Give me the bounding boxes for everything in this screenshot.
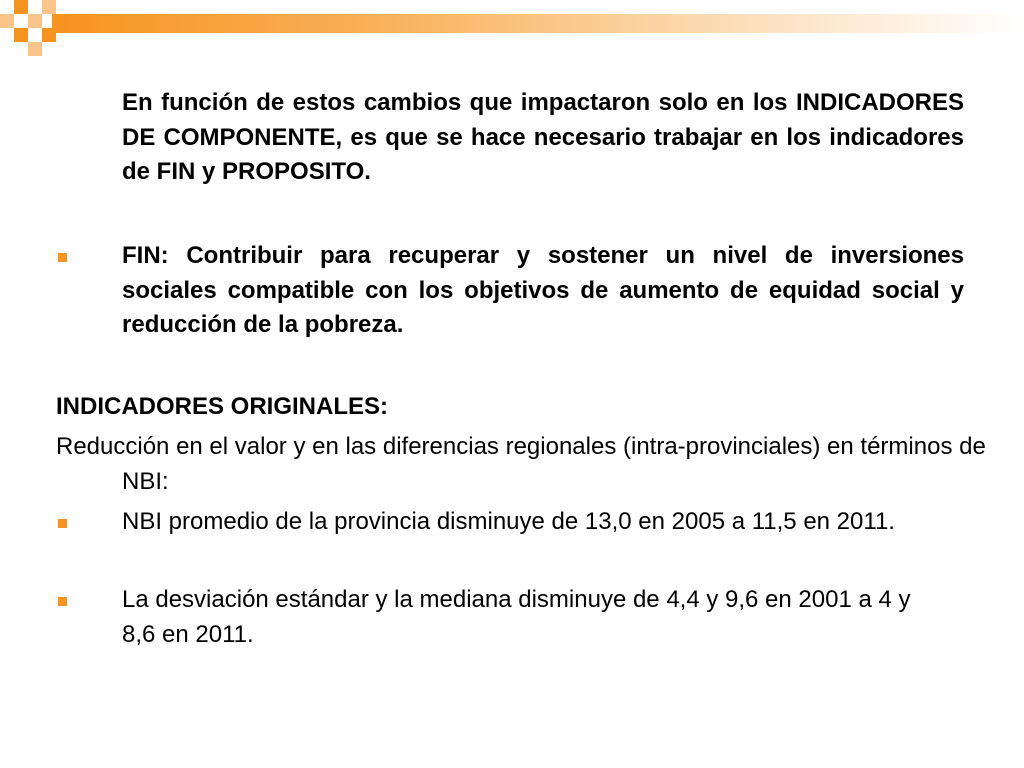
square-bullet-icon xyxy=(58,597,67,606)
bullet-item: La desviación estándar y la mediana disminuye de 4,4 y 9,6 en 2001 a 4 y 8,6 en 2011. xyxy=(122,586,911,648)
section-heading: INDICADORES ORIGINALES: xyxy=(56,393,389,420)
fin-bullet-text: FIN: Contribuir para recuperar y sostener un nivel de inversiones sociales compatible con los objetivos de aumento de equidad social y reducción de la pobreza. xyxy=(122,242,964,338)
square-bullet-icon xyxy=(58,253,67,262)
intro-paragraph: En función de estos cambios que impactaron solo en los INDICADORES DE COMPONENTE, es que se hace necesario trabajar en los indicadores de FIN y PROPOSITO. xyxy=(122,89,964,185)
description-text: Reducción en el valor y en las diferencias regionales (intra-provinciales) en términos de NBI: xyxy=(56,433,986,495)
bullet-item: NBI promedio de la provincia disminuye de 13,0 en 2005 a 11,5 en 2011. xyxy=(122,508,895,535)
square-bullet-icon xyxy=(58,519,67,528)
